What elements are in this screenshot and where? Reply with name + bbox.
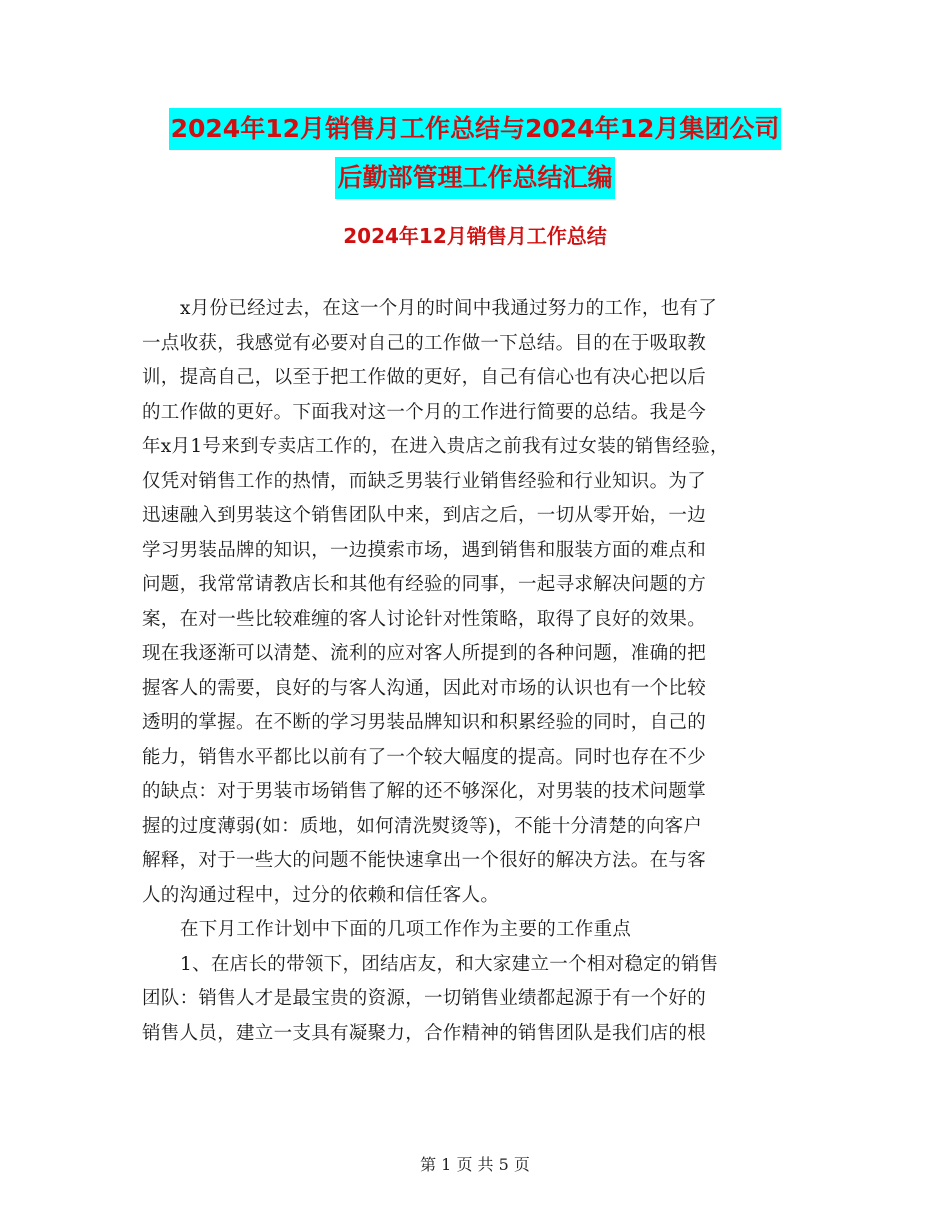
section-title: 2024年12月销售月工作总结	[343, 224, 607, 248]
paragraph-line: 训，提高自己，以至于把工作做的更好，自己有信心也有决心把以后	[142, 367, 707, 388]
paragraph-line: 握的过度薄弱(如：质地，如何清洗熨烫等)，不能十分清楚的向客户	[142, 815, 703, 837]
page-footer: 第 1 页 共 5 页	[420, 1155, 530, 1174]
paragraph-line: 在下月工作计划中下面的几项工作作为主要的工作重点	[180, 919, 632, 940]
paragraph-line: 人的沟通过程中，过分的依赖和信任客人。	[142, 884, 500, 906]
paragraph-line: 透明的掌握。在不断的学习男装品牌知识和积累经验的同时，自己的	[142, 712, 707, 733]
paragraph-line: 年x月1号来到专卖店工作的，在进入贵店之前我有过女装的销售经验，	[142, 436, 729, 457]
title-line-1: 2024年12月销售月工作总结与2024年12月集团公司	[169, 108, 782, 150]
body-text	[142, 292, 810, 1051]
title-line-2: 后勤部管理工作总结汇编	[335, 157, 614, 199]
document-title	[0, 108, 950, 206]
paragraph-line: 现在我逐渐可以清楚、流利的应对客人所提到的各种问题，准确的把	[142, 643, 707, 664]
paragraph-line: 一点收获，我感觉有必要对自己的工作做一下总结。目的在于吸取教	[142, 332, 707, 354]
paragraph-line: 销售人员，建立一支具有凝聚力，合作精神的销售团队是我们店的根	[142, 1022, 707, 1044]
paragraph-line: 1、在店长的带领下，团结店友，和大家建立一个相对稳定的销售	[180, 953, 719, 975]
paragraph-line: 迅速融入到男装这个销售团队中来，到店之后，一切从零开始，一边	[142, 505, 707, 526]
paragraph-line: 案，在对一些比较难缠的客人讨论针对性策略，取得了良好的效果。	[142, 608, 707, 630]
paragraph-line: 仅凭对销售工作的热情，而缺乏男装行业销售经验和行业知识。为了	[142, 470, 707, 492]
paragraph-line: 的工作做的更好。下面我对这一个月的工作进行简要的总结。我是今	[142, 401, 707, 423]
paragraph-line: 解释，对于一些大的问题不能快速拿出一个很好的解决方法。在与客	[142, 850, 707, 871]
paragraph-line: 问题，我常常请教店长和其他有经验的同事，一起寻求解决问题的方	[142, 574, 707, 595]
paragraph-line: 能力，销售水平都比以前有了一个较大幅度的提高。同时也存在不少	[142, 746, 707, 768]
paragraph-line: x月份已经过去，在这一个月的时间中我通过努力的工作，也有了	[180, 298, 718, 319]
paragraph-line: 学习男装品牌的知识，一边摸索市场，遇到销售和服装方面的难点和	[142, 539, 707, 561]
paragraph-line: 的缺点：对于男装市场销售了解的还不够深化，对男装的技术问题掌	[142, 781, 707, 802]
paragraph-line: 团队：销售人才是最宝贵的资源，一切销售业绩都起源于有一个好的	[142, 988, 707, 1009]
paragraph-line: 握客人的需要，良好的与客人沟通，因此对市场的认识也有一个比较	[142, 677, 707, 699]
